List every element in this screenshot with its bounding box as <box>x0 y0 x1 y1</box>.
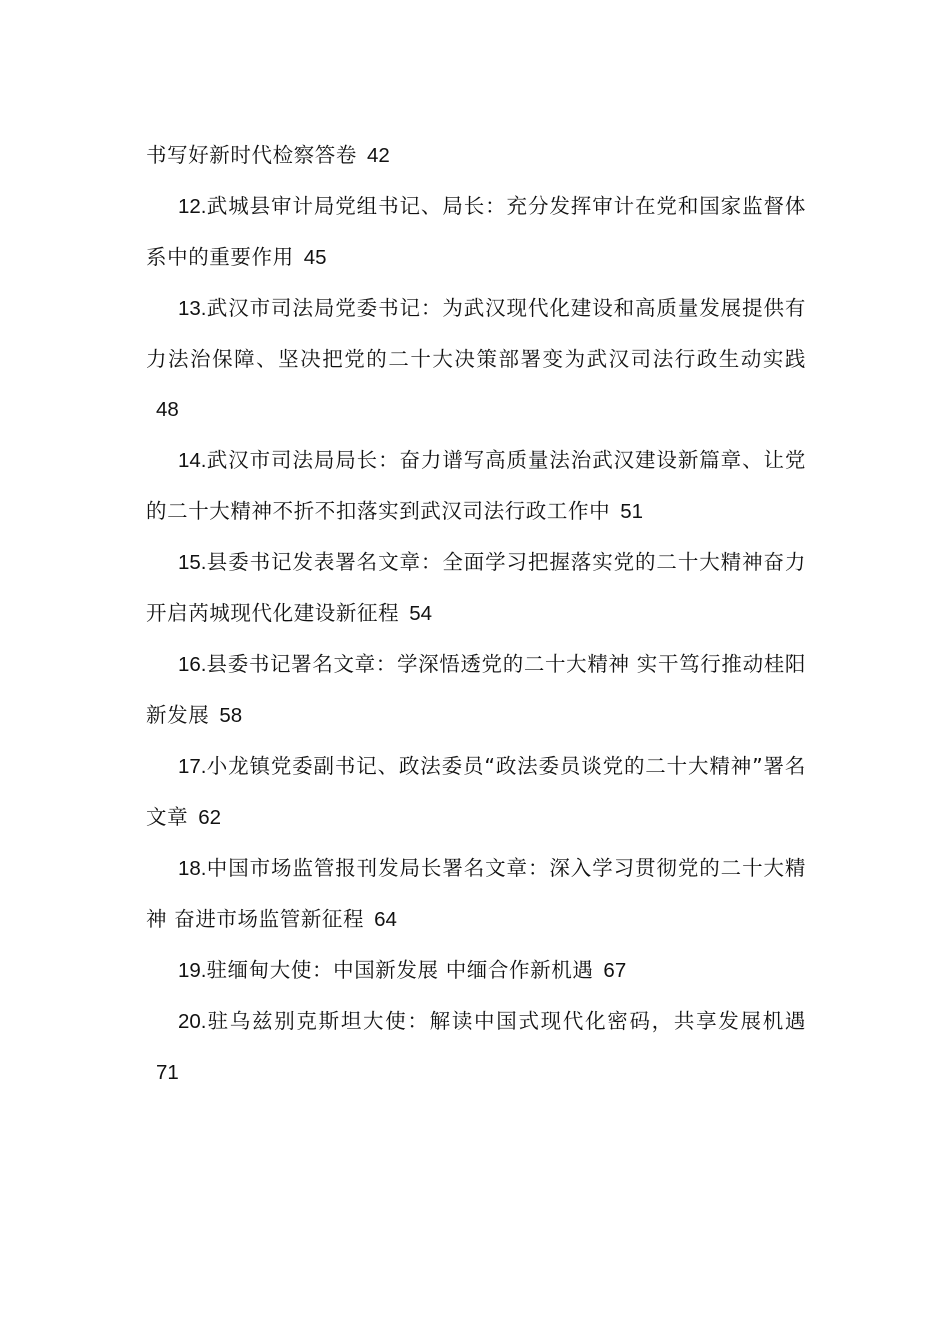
toc-entry-number: 20. <box>178 1010 207 1033</box>
toc-entry-page: 62 <box>198 806 222 829</box>
toc-entry-title: 武汉市司法局局长：奋力谱写高质量法治武汉建设新篇章、让党的二十大精神不折不扣落实到武汉司法行政工作中 <box>146 448 806 523</box>
toc-entry-title: 驻缅甸大使：中国新发展 中缅合作新机遇 <box>206 958 594 982</box>
toc-entry-page: 42 <box>367 144 390 167</box>
toc-entry-20 <box>146 996 806 1098</box>
table-of-contents <box>146 130 806 1098</box>
toc-entry-title: 武城县审计局党组书记、局长：充分发挥审计在党和国家监督体系中的重要作用 <box>146 194 806 269</box>
toc-entry-16 <box>146 639 806 741</box>
toc-entry-11-continuation <box>146 130 806 181</box>
toc-entry-title: 县委书记发表署名文章：全面学习把握落实党的二十大精神奋力开启芮城现代化建设新征程 <box>146 550 806 625</box>
toc-entry-number: 13. <box>178 297 207 320</box>
toc-entry-15 <box>146 537 806 639</box>
toc-entry-title: 驻乌兹别克斯坦大使：解读中国式现代化密码，共享发展机遇 <box>206 1009 806 1033</box>
toc-entry-number: 14. <box>178 449 207 472</box>
toc-entry-number: 12. <box>178 195 207 218</box>
toc-entry-title: 武汉市司法局党委书记：为武汉现代化建设和高质量发展提供有力法治保障、坚决把党的二十大决策部署变为武汉司法行政生动实践 <box>146 296 806 371</box>
toc-entry-page: 45 <box>303 246 327 269</box>
toc-entry-number: 15. <box>178 551 207 574</box>
toc-entry-title: 小龙镇党委副书记、政法委员“政法委员谈党的二十大精神”署名文章 <box>146 754 806 829</box>
toc-entry-12 <box>146 181 806 283</box>
toc-entry-title: 县委书记署名文章：学深悟透党的二十大精神 实干笃行推动桂阳新发展 <box>146 652 806 727</box>
toc-entry-13 <box>146 283 806 435</box>
toc-entry-page: 64 <box>374 908 397 931</box>
toc-entry-number: 18. <box>178 857 207 880</box>
toc-entry-number: 19. <box>178 959 207 982</box>
toc-entry-14 <box>146 435 806 537</box>
toc-entry-17 <box>146 741 806 843</box>
toc-entry-number: 17. <box>178 755 207 778</box>
toc-entry-title: 书写好新时代检察答卷 <box>146 143 357 167</box>
toc-entry-title: 中国市场监管报刊发局长署名文章：深入学习贯彻党的二十大精神 奋进市场监管新征程 <box>146 856 806 931</box>
toc-entry-page: 48 <box>156 398 179 421</box>
toc-entry-page: 54 <box>409 602 433 625</box>
toc-entry-page: 51 <box>620 500 644 523</box>
toc-entry-page: 71 <box>156 1061 179 1084</box>
toc-entry-page: 58 <box>219 704 243 727</box>
toc-entry-19 <box>146 945 806 996</box>
toc-entry-number: 16. <box>178 653 207 676</box>
toc-entry-18 <box>146 843 806 945</box>
toc-entry-page: 67 <box>603 959 627 982</box>
